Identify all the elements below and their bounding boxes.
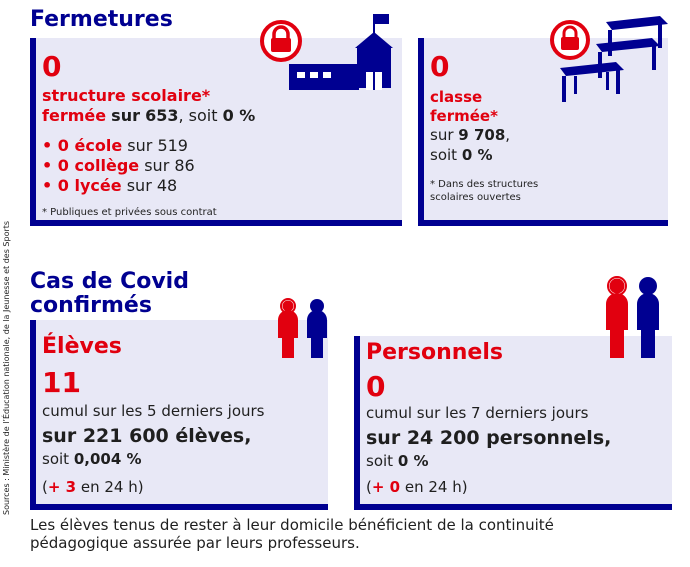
padlock-icon xyxy=(552,22,588,58)
list-item: • 0 collège sur 86 xyxy=(42,156,195,175)
classes-footnote-2: scolaires ouvertes xyxy=(430,192,521,203)
footer-line-2: pédagogique assurée par leurs professeurs. xyxy=(30,534,360,552)
eleves-pct-line: soit 0,004 % xyxy=(42,450,142,468)
classes-footnote-1: * Dans des structures xyxy=(430,179,539,190)
personnels-total: sur 24 200 personnels, xyxy=(366,427,612,449)
school-closed-illustration xyxy=(255,12,405,96)
fermetures-title: Fermetures xyxy=(30,7,173,32)
classroom-closed-illustration xyxy=(548,14,678,106)
personnels-heading: Personnels xyxy=(366,340,503,365)
sources-note: Sources : Ministère de l’Éducation nationale, de la Jeunesse et des Sports xyxy=(2,220,11,515)
eleves-delta: (+ 3 en 24 h) xyxy=(42,478,144,496)
eleves-count: 11 xyxy=(42,366,81,399)
structures-total-line: fermée sur 653, soit 0 % xyxy=(42,106,256,125)
personnels-cumul: cumul sur les 7 derniers jours xyxy=(366,404,589,422)
school-building-icon xyxy=(289,14,393,90)
structures-footnote: * Publiques et privées sous contrat xyxy=(42,207,217,218)
classes-pct-line: soit 0 % xyxy=(430,146,493,164)
classes-count: 0 xyxy=(430,50,450,83)
two-people-icon xyxy=(273,298,335,360)
structures-count: 0 xyxy=(42,50,62,83)
personnels-pct-line: soit 0 % xyxy=(366,452,429,470)
two-people-icon xyxy=(602,276,664,360)
eleves-cumul: cumul sur les 5 derniers jours xyxy=(42,402,265,420)
covid-title-2: confirmés xyxy=(30,293,152,318)
structures-label: structure scolaire* xyxy=(42,86,211,105)
list-item: • 0 école sur 519 xyxy=(42,136,188,155)
classes-label-1: classe xyxy=(430,88,483,106)
classes-total-line: sur 9 708, xyxy=(430,126,511,144)
footer-line-1: Les élèves tenus de rester à leur domicile bénéficient de la continuité xyxy=(30,516,554,534)
personnels-card xyxy=(354,336,672,510)
padlock-icon xyxy=(262,22,300,60)
eleves-heading: Élèves xyxy=(42,334,122,359)
covid-title-1: Cas de Covid xyxy=(30,269,189,294)
classes-label-2: fermée* xyxy=(430,107,498,125)
personnels-count: 0 xyxy=(366,370,386,403)
structures-breakdown-list xyxy=(42,136,195,196)
personnels-delta: (+ 0 en 24 h) xyxy=(366,478,468,496)
eleves-total: sur 221 600 élèves, xyxy=(42,425,252,447)
list-item: • 0 lycée sur 48 xyxy=(42,176,178,195)
